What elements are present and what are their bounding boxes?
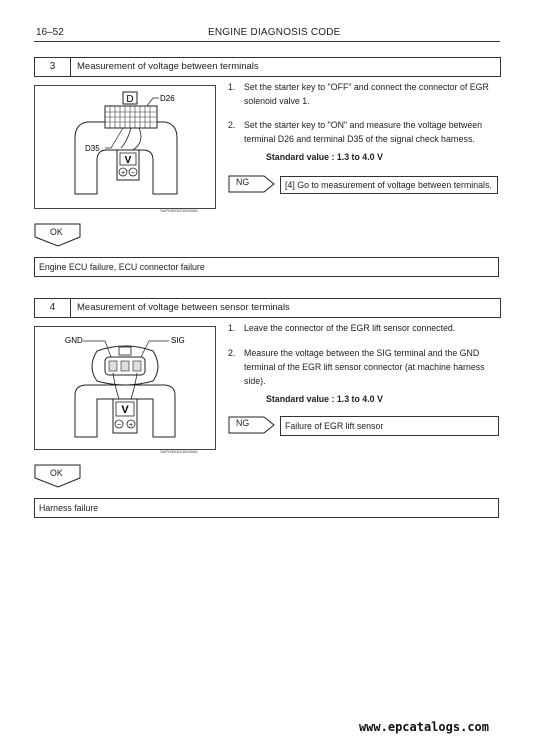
label-sig: SIG — [171, 336, 185, 345]
header-rule — [34, 41, 500, 42]
step-4-ng-result: Failure of EGR lift sensor — [280, 416, 499, 436]
step-3-ng-label: NG — [236, 177, 250, 187]
step-3-standard-value: Standard value : 1.3 to 4.0 V — [266, 152, 383, 162]
step-3-instructions: 1. Set the starter key to "OFF" and connect the connector of EGR solenoid valve 1. 2. Set the starter key to "ON" and measure the voltage between terminal D26 and terminal D35 of the signal check harness. — [228, 82, 489, 144]
step-4-figure — [34, 326, 216, 450]
step-3-failure: Engine ECU failure, ECU connector failure — [34, 257, 499, 277]
svg-text:−: − — [116, 422, 122, 429]
svg-text:+: + — [120, 170, 126, 177]
page-title: ENGINE DIAGNOSIS CODE — [208, 27, 341, 38]
step-3-ok-label: OK — [50, 227, 63, 237]
voltage-check-diagram-2 — [35, 327, 215, 449]
svg-text:−: − — [130, 170, 136, 177]
voltage-check-diagram-1 — [35, 86, 215, 208]
page-number: 16–52 — [36, 27, 64, 38]
step-3-number: 3 — [35, 58, 71, 76]
step-4-ok-label: OK — [50, 468, 63, 478]
step-3-header — [34, 57, 501, 77]
step-4-title: Measurement of voltage between sensor terminals — [77, 302, 290, 313]
step-3-figure — [34, 85, 216, 209]
step-4-number: 4 — [35, 299, 71, 317]
label-d35: D35 — [85, 144, 100, 153]
step-4-header — [34, 298, 501, 318]
step-4-ng-label: NG — [236, 418, 250, 428]
step-3-title: Measurement of voltage between terminals — [77, 61, 259, 72]
figure-code-2: SAPH300021600066 — [160, 449, 198, 454]
step-4-standard-value: Standard value : 1.3 to 4.0 V — [266, 394, 383, 404]
step-3-ng-result: [4] Go to measurement of voltage between terminals. — [280, 176, 498, 194]
label-gnd: GND — [65, 336, 83, 345]
label-d26: D26 — [160, 94, 175, 103]
svg-text:+: + — [128, 422, 134, 429]
step-4-failure: Harness failure — [34, 498, 499, 518]
connector-letter: D — [126, 94, 134, 105]
step-4-instructions: 1. Leave the connector of the EGR lift sensor connected. 2. Measure the voltage between the SIG terminal and the GND terminal of the EGR lift sensor connector (at machine harness side). — [228, 323, 485, 386]
figure-code-1: SAPH300021600065 — [160, 208, 198, 213]
meter-v-icon: V — [124, 155, 132, 166]
meter-v-icon-2: V — [121, 404, 129, 416]
footer-url: www.epcatalogs.com — [358, 720, 489, 734]
